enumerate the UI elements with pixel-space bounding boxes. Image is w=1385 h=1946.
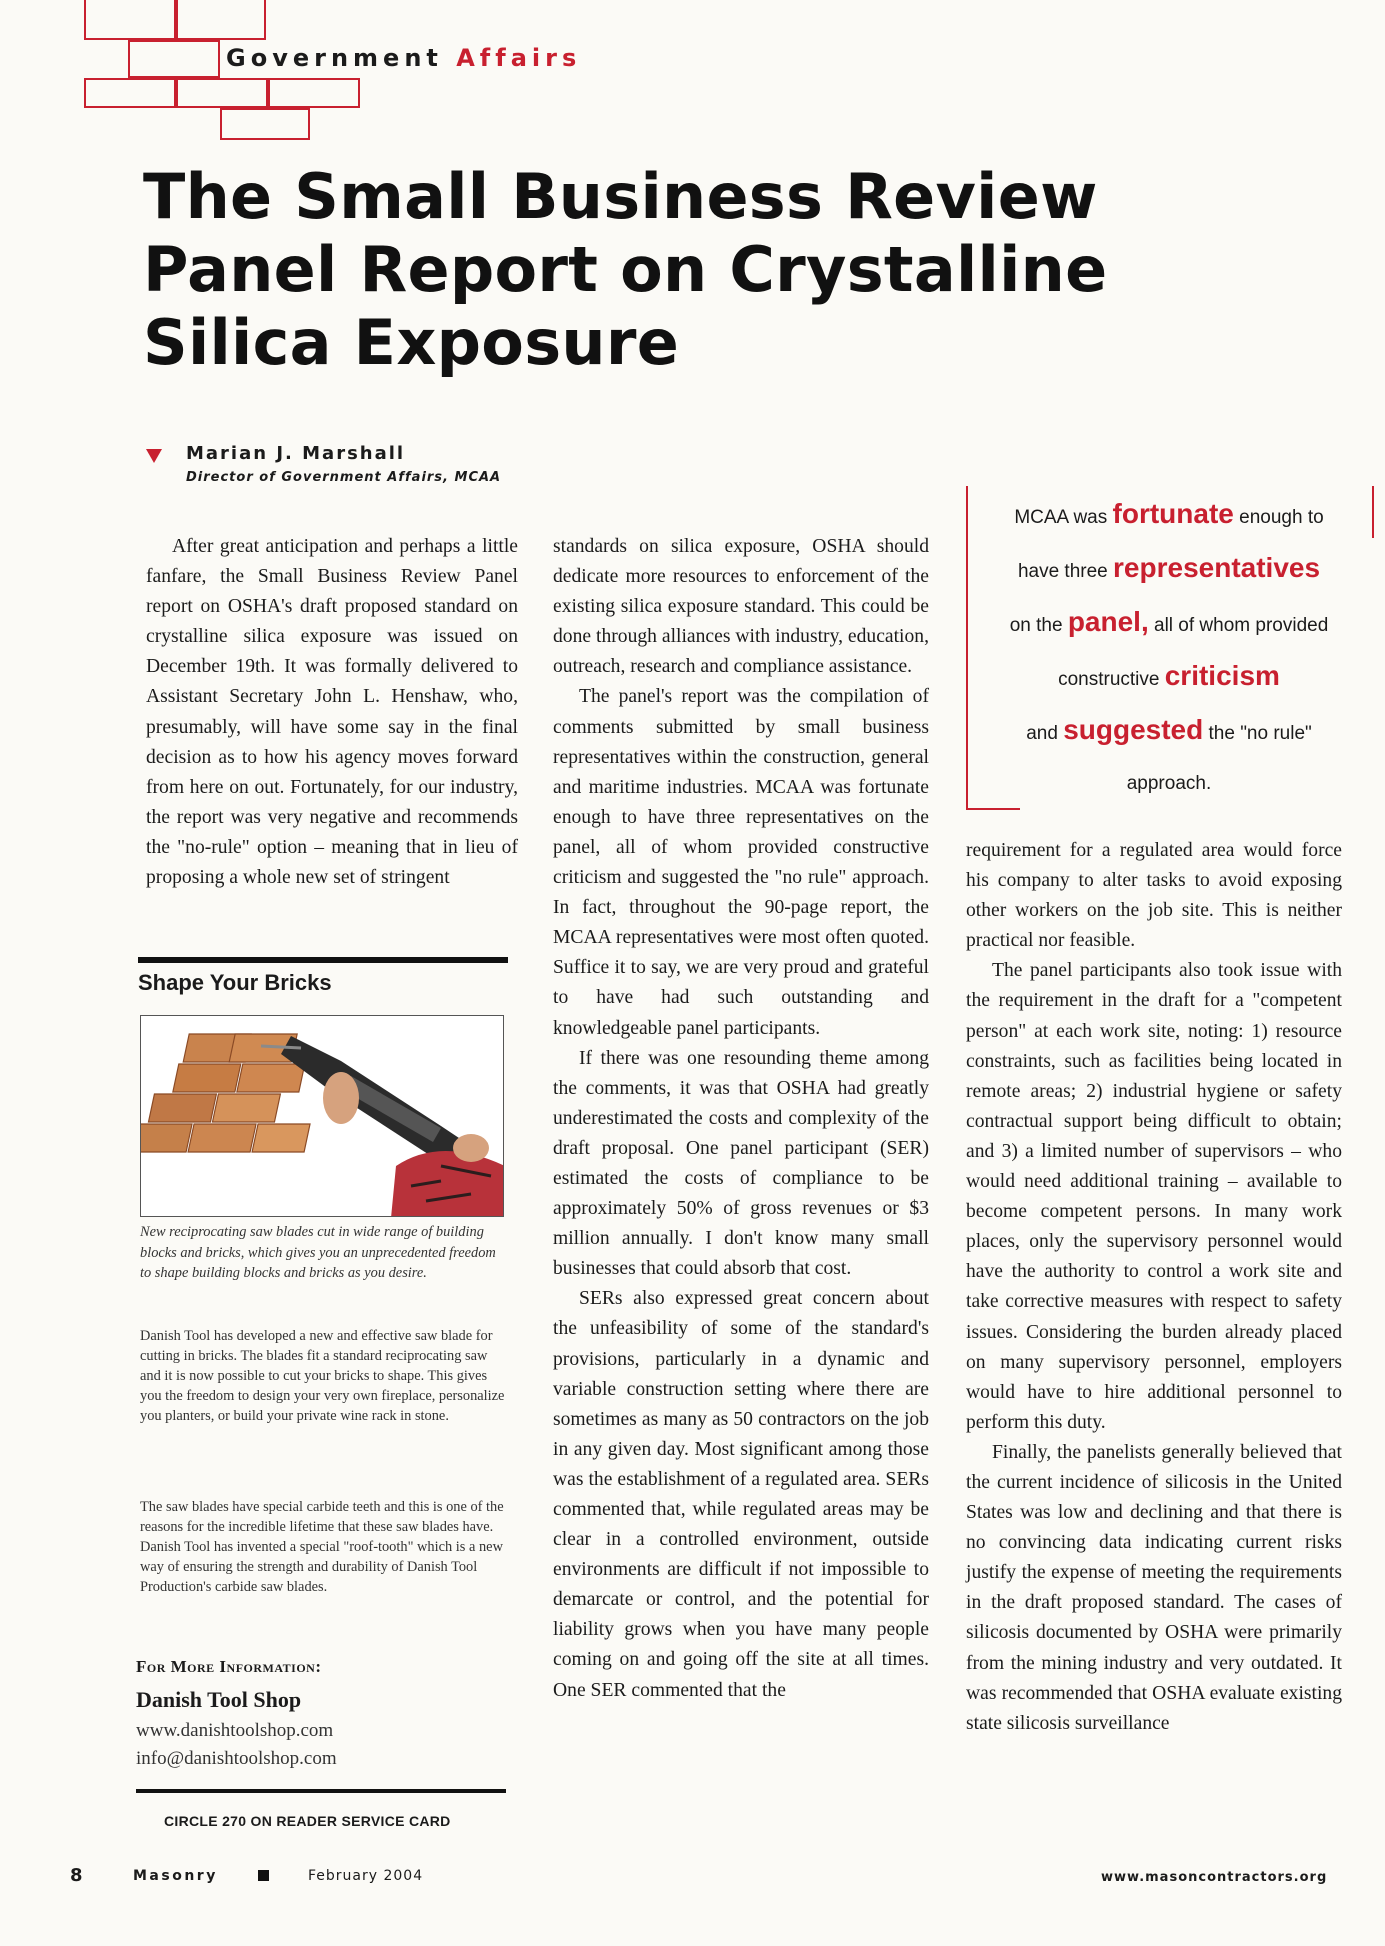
pull-quote-line: constructive criticism (1058, 660, 1280, 691)
title-line-3: Silica Exposure (143, 306, 680, 379)
page-number: 8 (70, 1865, 83, 1886)
brick-deco (84, 0, 176, 40)
pull-quote-line: have three representatives (1017, 552, 1321, 583)
paragraph: After great anticipation and perhaps a little fanfare, the Small Business Review Panel report on OSHA's draft proposed standard on crystalline silica exposure was issued on December 19th. It was formally delivered to Assistant Secretary John L. Henshaw, who, presumably, will have some say in the final decision as to how his agency moves forward from here on out. Fortunately, for our industry, the report was very negative and recommends the "no-rule" option – meaning that in lieu of proposing a whole new set of stringent (146, 536, 518, 889)
author-name: Marian J. Marshall (186, 443, 406, 464)
article-title (143, 160, 1293, 379)
brick-saw-illustration (141, 1016, 504, 1217)
pull-quote-line: approach. (1126, 773, 1212, 794)
reader-service-note: CIRCLE 270 ON READER SERVICE CARD (164, 1813, 451, 1829)
brick-deco (268, 78, 360, 108)
paragraph: Finally, the panelists generally believed that the current incidence of silicosis in the United States was low and declining and that there is no convincing data indicating current risks justify the expense of meeting the requirements in the draft proposed standard. The cases of silicosis documented by OSHA were primarily from the mining industry and very outdated. It was recommended that OSHA evaluate existing state silicosis surveillance (966, 1441, 1342, 1734)
issue-date: February 2004 (308, 1868, 424, 1884)
footer-url-link[interactable]: www.masoncontractors.org (1101, 1870, 1328, 1885)
paragraph: standards on silica exposure, OSHA should dedicate more resources to enforcement of the existing silica exposure standard. This could be done through alliances with industry, education, outreach, research and compliance assistance. (553, 536, 929, 678)
author-title: Director of Government Affairs, MCAA (186, 470, 502, 485)
sidebar-body: Danish Tool has developed a new and effective saw blade for cutting in bricks. The blades fit a standard reciprocating saw and it is now possible to cut your bricks to shape. This gives you the freedom to design your very own fireplace, personalize you planters, or build your private wine rack in stone. (140, 1328, 505, 1424)
photo-caption: New reciprocating saw blades cut in wide range of building blocks and bricks, which gives you an unprecedented freedom to shape building blocks and bricks as you desire. (140, 1224, 496, 1281)
section-label (226, 44, 581, 72)
pull-quote (966, 486, 1372, 810)
shop-website-link[interactable]: www.danishtoolshop.com (136, 1720, 334, 1741)
sidebar-heading: Shape Your Bricks (138, 970, 332, 995)
sidebar-rule (138, 957, 508, 963)
brick-deco (176, 0, 266, 40)
brick-deco (84, 78, 176, 108)
paragraph: requirement for a regulated area would force his company to alter tasks to avoid exposing other workers on the job site. This is neither practical nor feasible. (966, 840, 1342, 952)
shop-email-link[interactable]: info@danishtoolshop.com (136, 1748, 337, 1769)
pull-quote-line: and suggested the "no rule" (1026, 714, 1312, 745)
brick-deco (176, 78, 268, 108)
article-column-1 (146, 532, 518, 893)
paragraph: The panel participants also took issue with the requirement in the draft for a "competent person" at each work site, noting: 1) resource constraints, such as facilities being located in remote areas; 2) industrial hygiene or safety contractual support being difficult to obtain; and 3) a limited number of supervisors – who would need additional training – available to become competent persons. In many work places, only the supervisory personnel would have the authority to control a work site and take corrective measures with respect to safety issues. Considering the burden already placed on many supervisory personnel, employers would have to hire additional personnel to perform this duty. (966, 960, 1342, 1433)
square-bullet-icon (258, 1870, 269, 1881)
pull-quote-rule (1372, 486, 1374, 538)
brick-deco (128, 40, 220, 78)
pull-quote-line: MCAA was fortunate enough to (1014, 498, 1324, 529)
paragraph: SERs also expressed great concern about the unfeasibility of some of the standard's provisions, particularly in a dynamic and variable construction setting where there are sometimes as many as 50 contractors on the job in any given day. Most significant among those was the establishment of a regulated area. SERs commented that, while regulated areas may be clear in a controlled environment, outside environments are difficult if not impossible to demarcate or control, and the potential for liability grows when you have many people coming on and going off the site at all times. One SER commented that the (553, 1288, 929, 1701)
shop-name: Danish Tool Shop (136, 1687, 302, 1712)
section-word-1: Government (226, 44, 443, 72)
sidebar-body: The saw blades have special carbide teeth and this is one of the reasons for the incredible lifetime that these saw blades have. Danish Tool has invented a special "roof-tooth" which is a new way of ensuring the strength and durability of Danish Tool Production's carbide saw blades. (140, 1499, 504, 1595)
brick-deco (220, 108, 310, 140)
brick-saw-photo (140, 1015, 504, 1217)
section-word-2: Affairs (456, 44, 582, 72)
paragraph: The panel's report was the compilation of comments submitted by small business representatives within the construction, general and maritime industries. MCAA was fortunate enough to have three representatives on the panel, all of whom provided constructive criticism and suggested the "no rule" approach. In fact, throughout the 90-page report, the MCAA representatives were most often quoted. Suffice it to say, we are very proud and grateful to have had such outstanding and knowledgeable panel participants. (553, 686, 929, 1039)
magazine-name: Masonry (133, 1868, 218, 1884)
article-column-3 (966, 836, 1342, 1739)
sidebar-rule (136, 1789, 506, 1793)
article-column-2 (553, 532, 929, 1706)
byline-triangle-icon (146, 449, 162, 463)
paragraph: If there was one resounding theme among the comments, it was that OSHA had greatly underestimated the costs and complexity of the draft proposal. One panel participant (SER) estimated the costs of compliance to be approximately 50% of gross revenues or $3 million annually. I don't know many small businesses that could absorb that cost. (553, 1047, 929, 1280)
title-line-1: The Small Business Review (143, 160, 1098, 233)
more-info-label: For More Information: (136, 1657, 322, 1676)
title-line-2: Panel Report on Crystalline (143, 233, 1108, 306)
pull-quote-line: on the panel, all of whom provided (1009, 606, 1329, 637)
